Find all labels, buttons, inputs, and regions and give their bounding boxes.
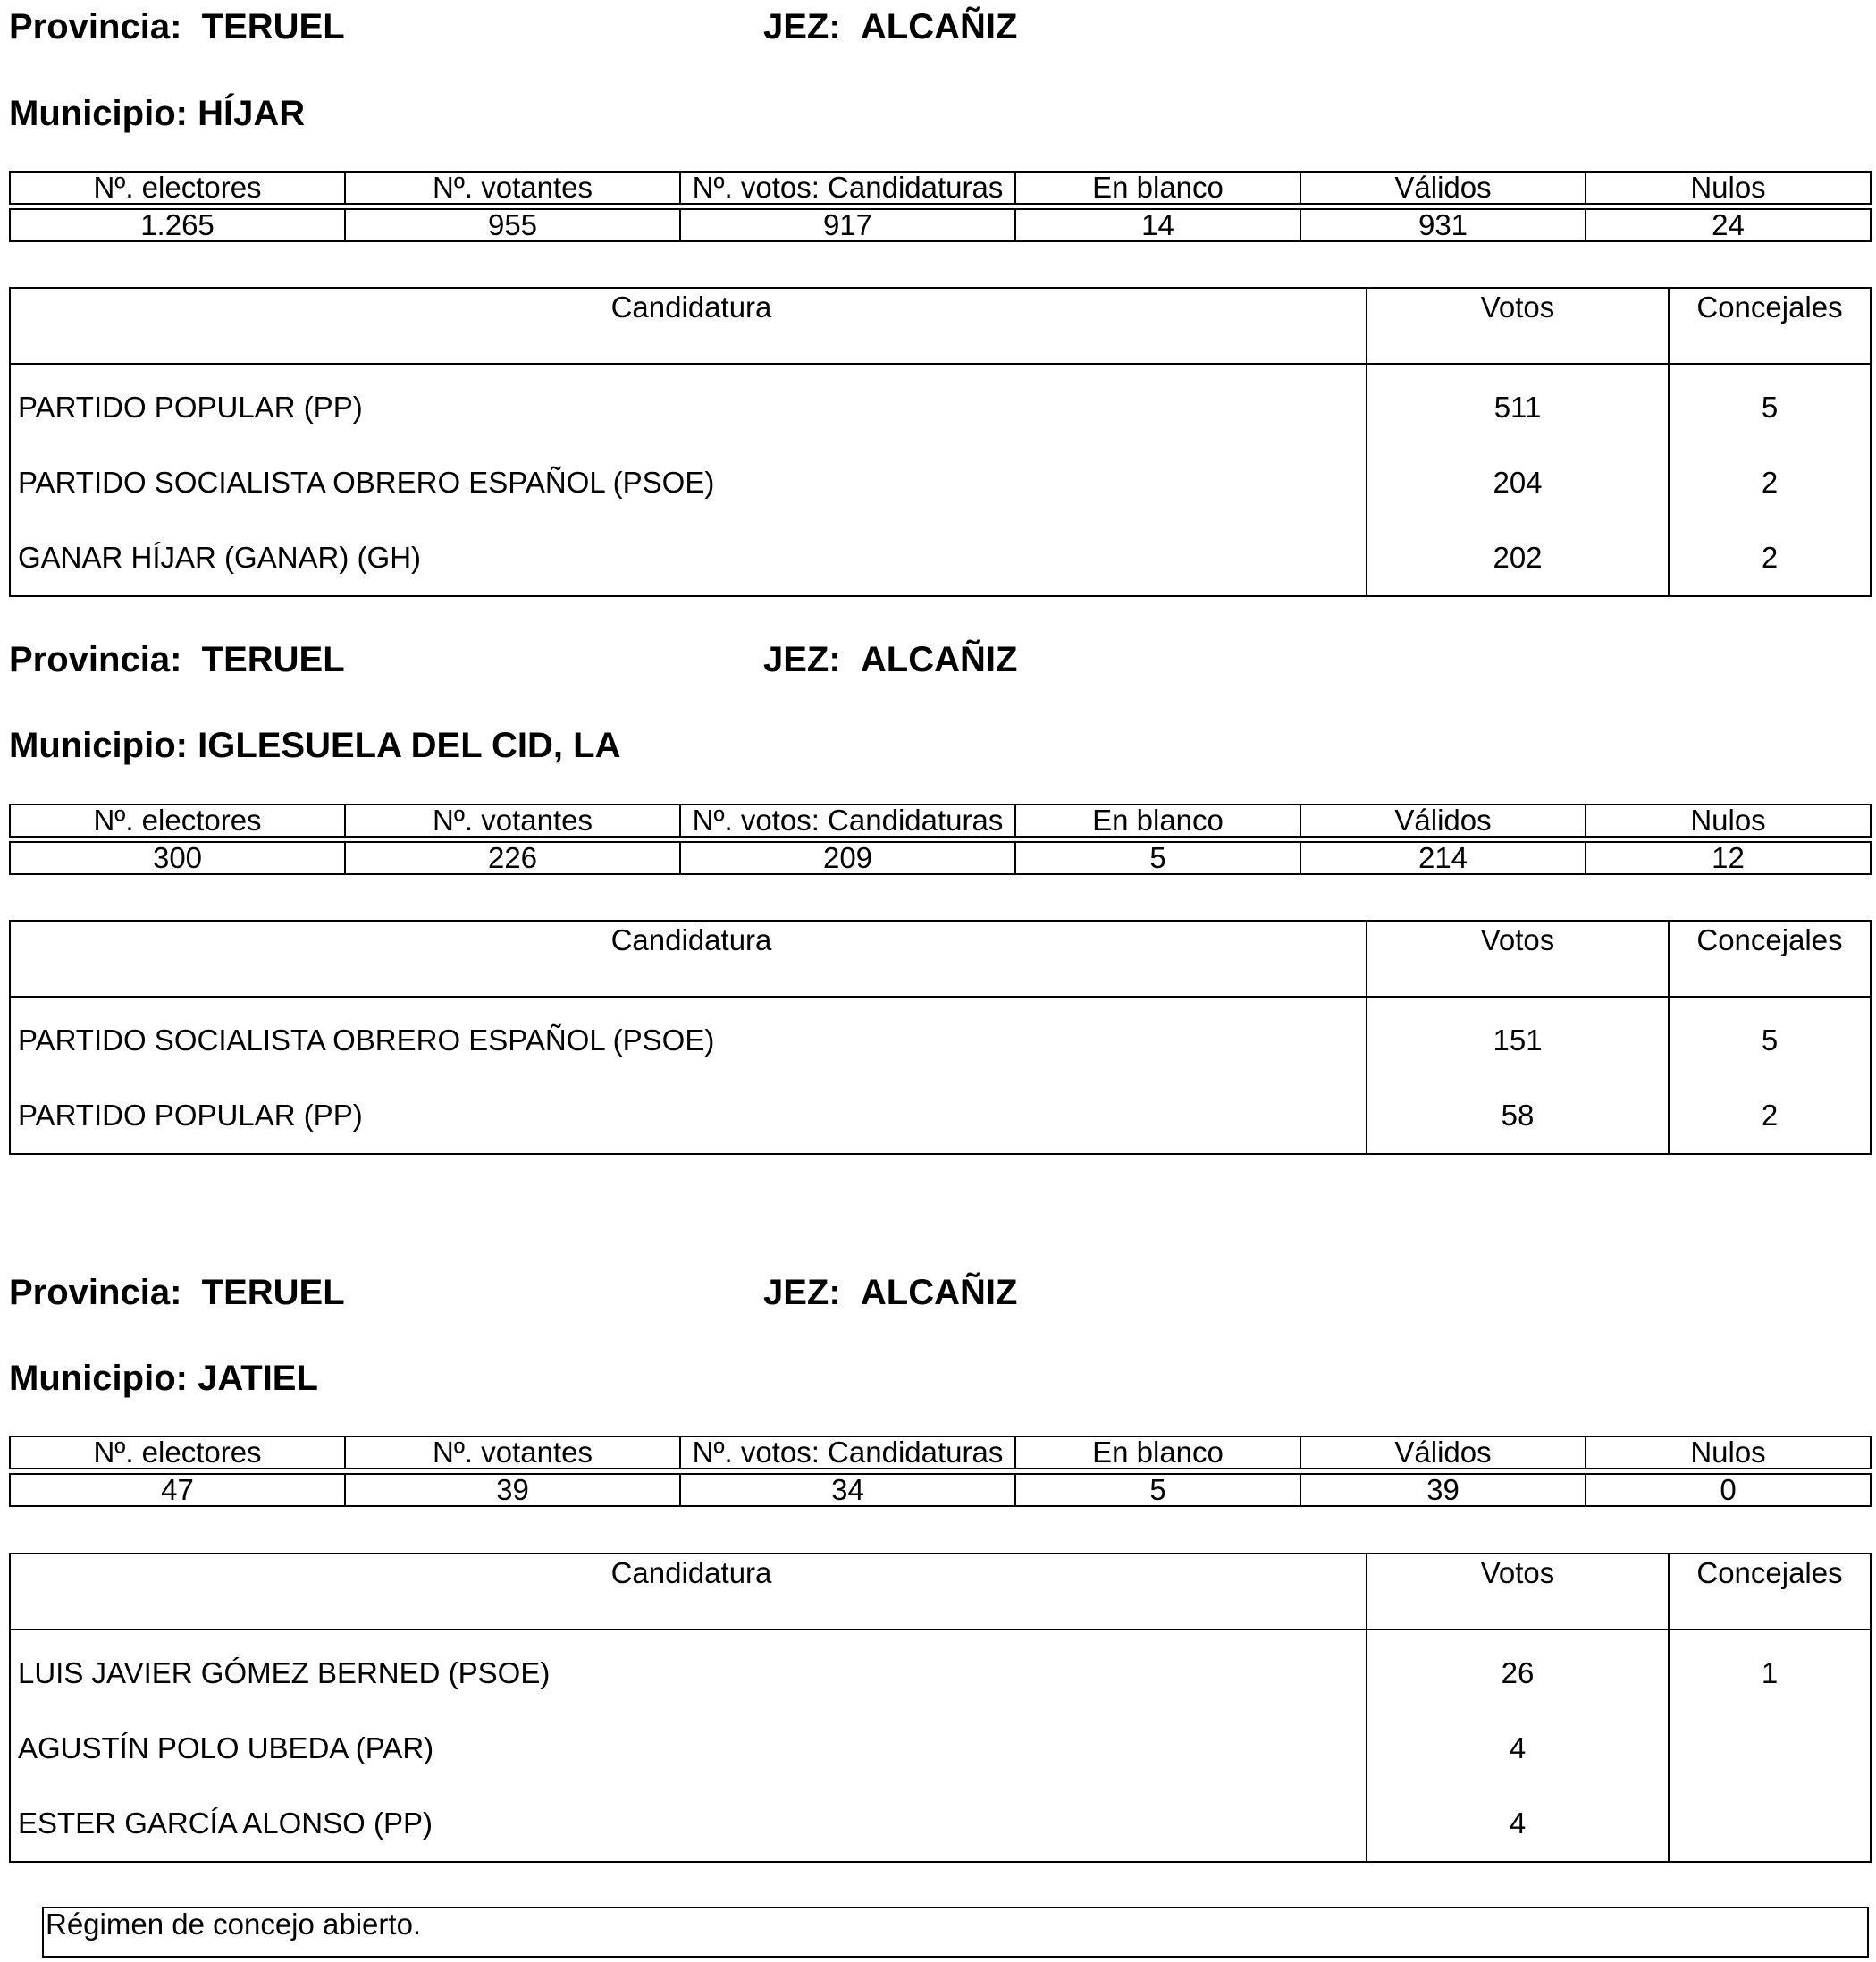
candidates-header-row bbox=[10, 921, 1871, 997]
concejales-header: Concejales bbox=[1669, 921, 1871, 997]
candidate-name: PARTIDO POPULAR (PP) bbox=[18, 391, 363, 424]
stats-value-cell: 47 bbox=[10, 1474, 345, 1506]
candidate-votos: 202 bbox=[1367, 520, 1669, 596]
jez-value: ALCAÑIZ bbox=[860, 7, 1018, 46]
stats-value-cell: 931 bbox=[1300, 209, 1586, 241]
stats-header-row bbox=[10, 804, 1871, 837]
stats-value-cell: 14 bbox=[1015, 209, 1300, 241]
stats-header-cell: Nulos bbox=[1586, 804, 1871, 837]
candidate-name: ESTER GARCÍA ALONSO (PP) bbox=[18, 1806, 433, 1840]
candidate-votos: 151 bbox=[1367, 997, 1669, 1078]
stats-value-cell: 917 bbox=[680, 209, 1015, 241]
votos-header: Votos bbox=[1367, 921, 1669, 997]
stats-header-cell: Nulos bbox=[1586, 172, 1871, 204]
stats-header-cell: Válidos bbox=[1300, 172, 1586, 204]
candidate-votos: 4 bbox=[1367, 1711, 1669, 1786]
candidate-row bbox=[10, 445, 1871, 520]
municipio-value: JATIEL bbox=[198, 1359, 318, 1398]
candidate-row bbox=[10, 1078, 1871, 1154]
stats-value-cell: 34 bbox=[680, 1474, 1015, 1506]
candidate-concejales: 5 bbox=[1669, 997, 1871, 1078]
candidate-votos: 511 bbox=[1367, 364, 1669, 445]
stats-header-row bbox=[10, 172, 1871, 204]
stats-table bbox=[9, 171, 1872, 242]
candidatura-header: Candidatura bbox=[10, 288, 1367, 364]
municipio-value: HÍJAR bbox=[198, 94, 306, 133]
stats-header-cell: En blanco bbox=[1015, 172, 1300, 204]
candidate-row bbox=[10, 1786, 1871, 1862]
stats-header-cell: Nº. votantes bbox=[345, 804, 680, 837]
stats-header-cell: Válidos bbox=[1300, 1436, 1586, 1469]
candidate-concejales: 5 bbox=[1669, 364, 1871, 445]
stats-value-row bbox=[10, 1474, 1871, 1506]
provincia-heading: Provincia: TERUEL bbox=[9, 1273, 345, 1312]
candidate-name: GANAR HÍJAR (GANAR) (GH) bbox=[18, 541, 422, 574]
votos-header: Votos bbox=[1367, 288, 1669, 364]
candidate-concejales bbox=[1669, 1786, 1871, 1862]
regimen-note: Régimen de concejo abierto. bbox=[42, 1907, 1869, 1958]
candidates-table bbox=[9, 1553, 1872, 1863]
stats-header-cell: Nº. votos: Candidaturas bbox=[680, 804, 1015, 837]
stats-value-cell: 226 bbox=[345, 842, 680, 874]
municipio-heading: Municipio: IGLESUELA DEL CID, LA bbox=[9, 726, 621, 765]
stats-value-cell: 39 bbox=[1300, 1474, 1586, 1506]
stats-header-row bbox=[10, 1436, 1871, 1469]
stats-value-cell: 300 bbox=[10, 842, 345, 874]
candidate-row bbox=[10, 364, 1871, 445]
candidate-votos: 58 bbox=[1367, 1078, 1669, 1154]
candidate-row bbox=[10, 520, 1871, 596]
stats-table bbox=[9, 1436, 1872, 1507]
stats-header-cell: En blanco bbox=[1015, 804, 1300, 837]
candidate-votos: 4 bbox=[1367, 1786, 1669, 1862]
candidate-votos: 204 bbox=[1367, 445, 1669, 520]
stats-value-row bbox=[10, 842, 1871, 874]
candidate-votos: 26 bbox=[1367, 1629, 1669, 1711]
stats-header-cell: Nº. votos: Candidaturas bbox=[680, 1436, 1015, 1469]
provincia-value: TERUEL bbox=[201, 1273, 345, 1312]
provincia-heading: Provincia: TERUEL bbox=[9, 7, 345, 46]
stats-value-cell: 214 bbox=[1300, 842, 1586, 874]
municipio-heading: Municipio: HÍJAR bbox=[9, 94, 306, 133]
candidate-row bbox=[10, 997, 1871, 1078]
provincia-value: TERUEL bbox=[201, 640, 345, 679]
candidates-table bbox=[9, 920, 1872, 1155]
jez-value: ALCAÑIZ bbox=[860, 640, 1018, 679]
candidate-row bbox=[10, 1711, 1871, 1786]
stats-table bbox=[9, 804, 1872, 875]
stats-value-cell: 24 bbox=[1586, 209, 1871, 241]
stats-header-cell: En blanco bbox=[1015, 1436, 1300, 1469]
concejales-header: Concejales bbox=[1669, 1554, 1871, 1629]
candidatura-header: Candidatura bbox=[10, 1554, 1367, 1629]
candidate-name: PARTIDO SOCIALISTA OBRERO ESPAÑOL (PSOE) bbox=[18, 466, 715, 499]
candidate-name: PARTIDO SOCIALISTA OBRERO ESPAÑOL (PSOE) bbox=[18, 1023, 715, 1057]
jez-heading: JEZ: ALCAÑIZ bbox=[763, 640, 1018, 679]
stats-header-cell: Nº. votantes bbox=[345, 172, 680, 204]
candidate-name: PARTIDO POPULAR (PP) bbox=[18, 1099, 363, 1132]
municipio-heading: Municipio: JATIEL bbox=[9, 1359, 318, 1398]
candidates-header-row bbox=[10, 288, 1871, 364]
votos-header: Votos bbox=[1367, 1554, 1669, 1629]
stats-value-cell: 955 bbox=[345, 209, 680, 241]
candidate-concejales: 2 bbox=[1669, 445, 1871, 520]
provincia-heading: Provincia: TERUEL bbox=[9, 640, 345, 679]
stats-header-cell: Válidos bbox=[1300, 804, 1586, 837]
candidates-header-row bbox=[10, 1554, 1871, 1629]
candidate-concejales: 1 bbox=[1669, 1629, 1871, 1711]
candidatura-header: Candidatura bbox=[10, 921, 1367, 997]
candidate-concejales bbox=[1669, 1711, 1871, 1786]
candidate-name: LUIS JAVIER GÓMEZ BERNED (PSOE) bbox=[18, 1656, 551, 1689]
stats-header-cell: Nulos bbox=[1586, 1436, 1871, 1469]
jez-heading: JEZ: ALCAÑIZ bbox=[763, 7, 1018, 46]
jez-heading: JEZ: ALCAÑIZ bbox=[763, 1273, 1018, 1312]
stats-value-cell: 1.265 bbox=[10, 209, 345, 241]
stats-value-cell: 209 bbox=[680, 842, 1015, 874]
candidates-table bbox=[9, 287, 1872, 597]
stats-header-cell: Nº. electores bbox=[10, 172, 345, 204]
stats-value-cell: 5 bbox=[1015, 1474, 1300, 1506]
stats-header-cell: Nº. electores bbox=[10, 804, 345, 837]
candidate-concejales: 2 bbox=[1669, 520, 1871, 596]
stats-value-row bbox=[10, 209, 1871, 241]
stats-value-cell: 5 bbox=[1015, 842, 1300, 874]
candidate-name: AGUSTÍN POLO UBEDA (PAR) bbox=[18, 1731, 434, 1764]
concejales-header: Concejales bbox=[1669, 288, 1871, 364]
jez-value: ALCAÑIZ bbox=[860, 1273, 1018, 1312]
municipio-value: IGLESUELA DEL CID, LA bbox=[198, 726, 621, 765]
stats-header-cell: Nº. votos: Candidaturas bbox=[680, 172, 1015, 204]
candidate-row bbox=[10, 1629, 1871, 1711]
stats-header-cell: Nº. votantes bbox=[345, 1436, 680, 1469]
stats-value-cell: 0 bbox=[1586, 1474, 1871, 1506]
stats-header-cell: Nº. electores bbox=[10, 1436, 345, 1469]
candidate-concejales: 2 bbox=[1669, 1078, 1871, 1154]
stats-value-cell: 39 bbox=[345, 1474, 680, 1506]
stats-value-cell: 12 bbox=[1586, 842, 1871, 874]
provincia-value: TERUEL bbox=[201, 7, 345, 46]
